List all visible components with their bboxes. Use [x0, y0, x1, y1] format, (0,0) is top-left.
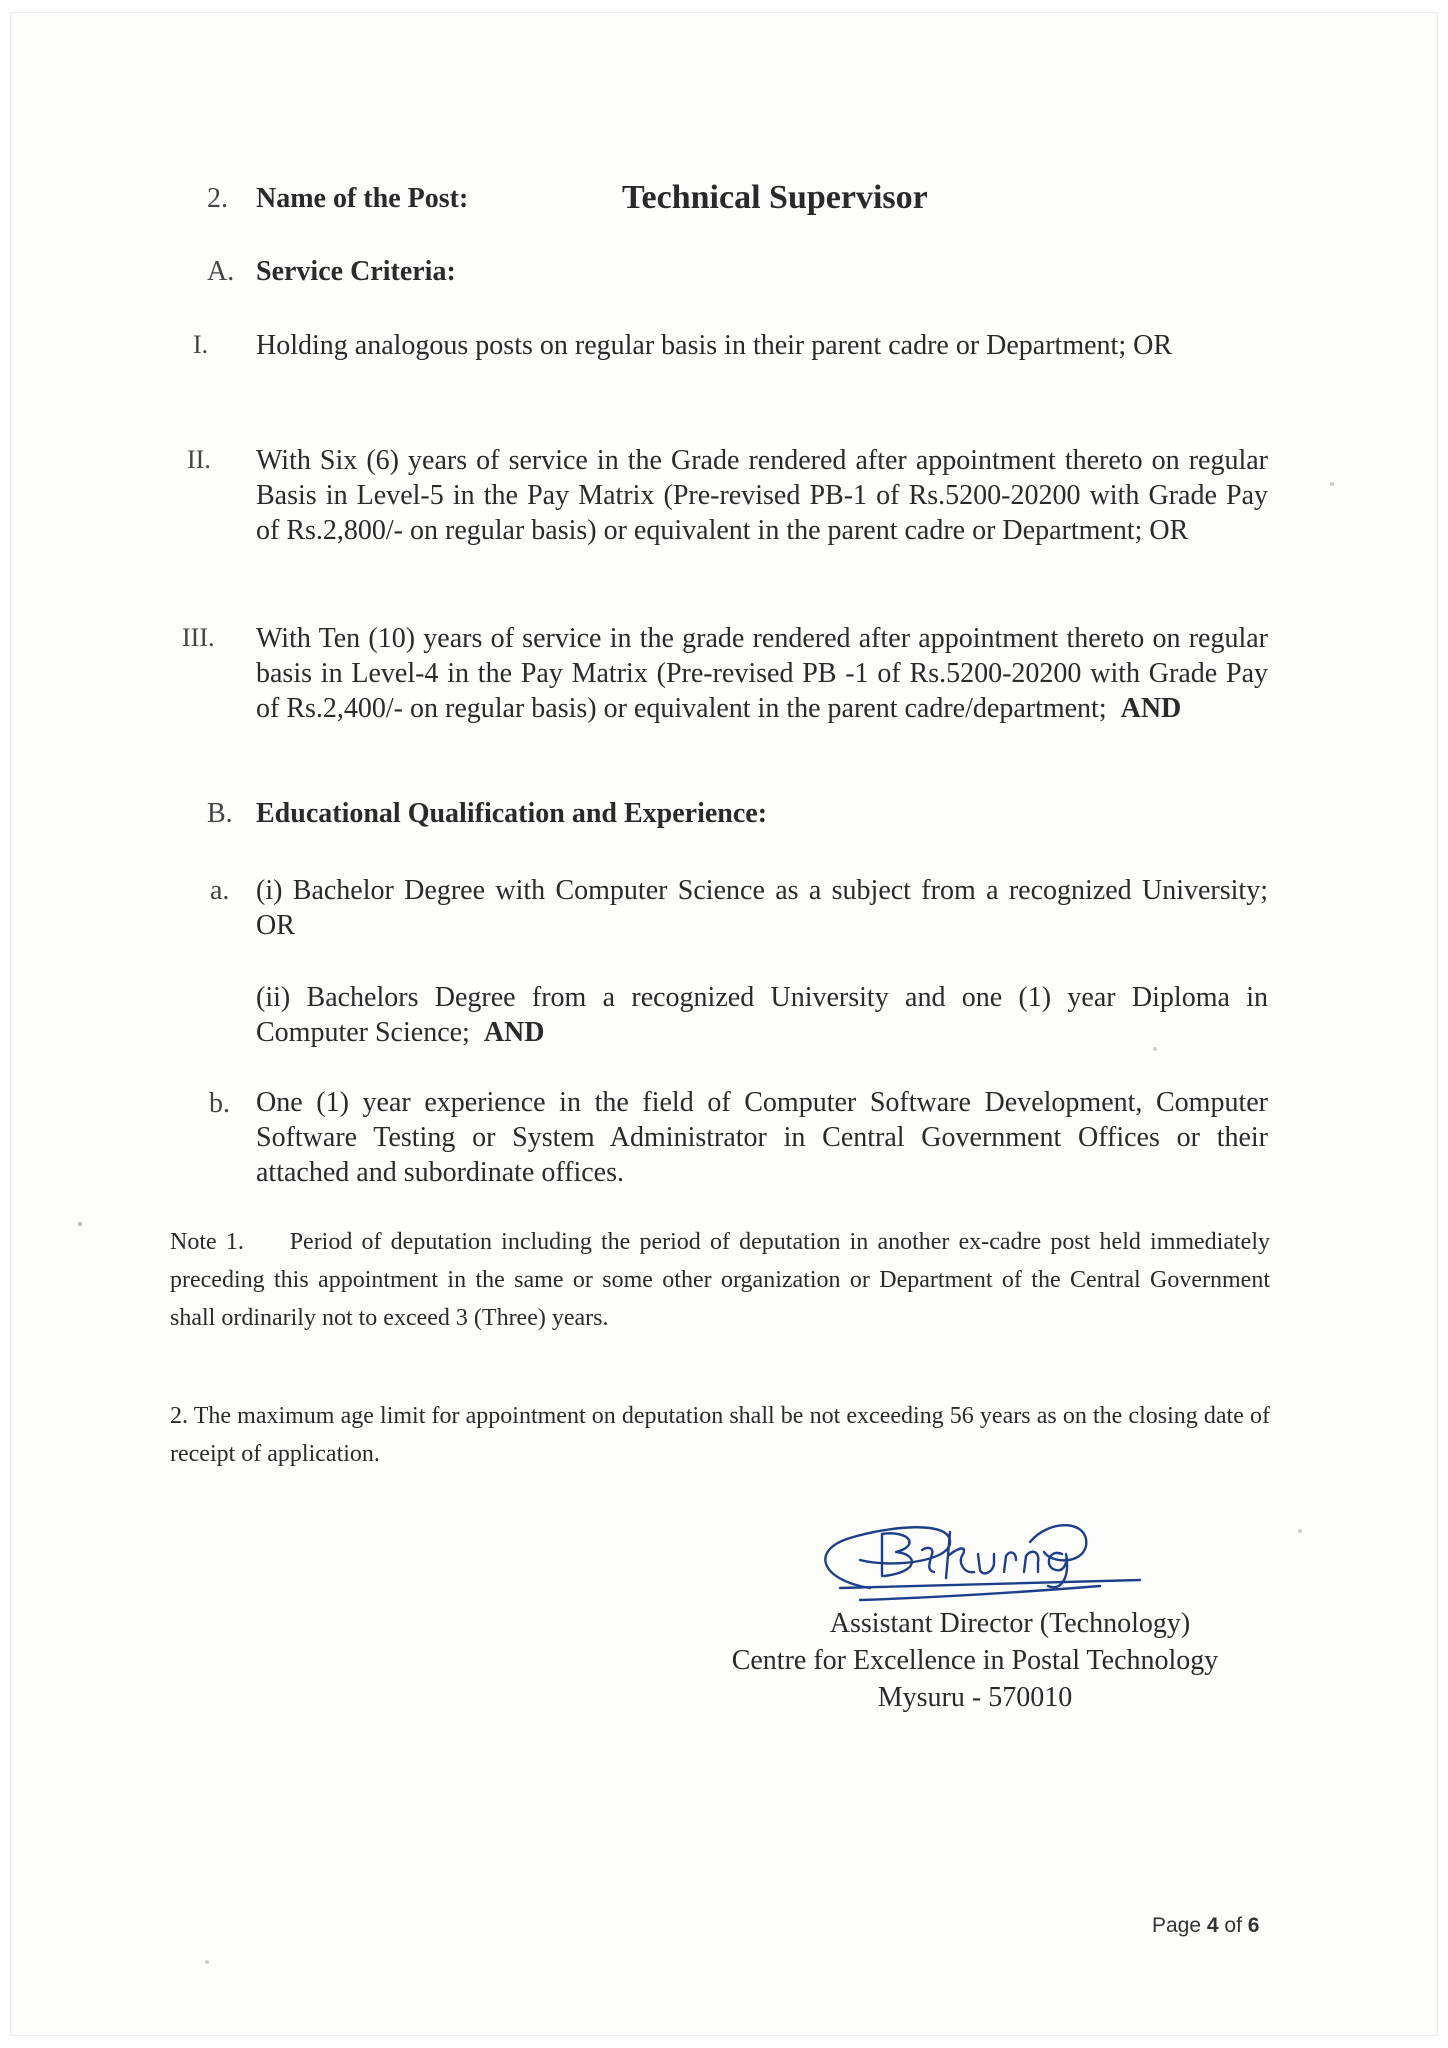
note-1-label: Note 1.	[170, 1229, 244, 1255]
handwritten-signature-icon	[800, 1490, 1160, 1610]
qualification-option-2-text: (ii) Bachelors Degree from a recognized University and one (1) year Diploma in Computer Science;	[256, 982, 1268, 1048]
criteria-item-1: Holding analogous posts on regular basis in their parent cadre or Department; OR	[256, 330, 1172, 361]
criteria-numeral-2: II.	[187, 445, 211, 474]
qualification-option-2	[256, 980, 1268, 1050]
note-1	[170, 1223, 1270, 1337]
page-current: 4	[1206, 1914, 1219, 1937]
section-a-heading: Service Criteria:	[256, 256, 456, 287]
qualification-option-2-and: AND	[483, 1017, 545, 1048]
scan-speck	[1330, 482, 1334, 486]
signatory-organization: Centre for Excellence in Postal Technology	[731, 1645, 1219, 1676]
signatory-designation: Assistant Director (Technology)	[829, 1608, 1191, 1639]
qualification-letter-b: b.	[209, 1088, 230, 1119]
qualification-letter-a: a.	[210, 875, 230, 906]
section-a-letter: A.	[207, 256, 235, 287]
post-label: Name of the Post:	[256, 183, 469, 214]
scan-speck	[1298, 1529, 1302, 1533]
signatory-location: Mysuru - 570010	[877, 1682, 1073, 1713]
criteria-item-3	[256, 621, 1268, 726]
criteria-item-2: With Six (6) years of service in the Grade rendered after appointment thereto on regular Basis in Level-5 in the Pay Matrix (Pre-revised PB-1 of Rs.5200-20200 with Grade Pay of Rs.2,800/- on regular basis) or equivalent in the parent cadre or Department; OR	[256, 445, 1268, 546]
page-of: of	[1224, 1914, 1242, 1937]
post-number: 2.	[207, 183, 228, 214]
note-1-text: Period of deputation including the period of deputation in another ex-cadre post held immediately preceding this appointment in the same or some other organization or Department of the Central Government shall ordinarily not to exceed 3 (Three) years.	[170, 1229, 1270, 1331]
note-2: 2. The maximum age limit for appointment on deputation shall be not exceeding 56 years as on the closing date of receipt of application.	[170, 1403, 1270, 1467]
post-title: Technical Supervisor	[622, 179, 928, 216]
section-b-letter: B.	[207, 798, 233, 829]
page-prefix: Page	[1152, 1914, 1202, 1937]
criteria-numeral-1: I.	[193, 330, 209, 359]
criteria-item-3-and: AND	[1120, 693, 1182, 724]
qualification-option-1: (i) Bachelor Degree with Computer Science as a subject from a recognized University; OR	[256, 875, 1268, 941]
criteria-item-3-text: With Ten (10) years of service in the grade rendered after appointment thereto on regular basis in Level-4 in the Pay Matrix (Pre-revised PB -1 of Rs.5200-20200 with Grade Pay of Rs.2,400/- on regular basis) or equivalent in the parent cadre/department;	[256, 623, 1268, 724]
section-b-heading: Educational Qualification and Experience:	[256, 798, 768, 829]
qualification-experience: One (1) year experience in the field of Computer Software Development, Computer Software Testing or System Administrator in Central Government Offices or their attached and subordinate offices.	[256, 1087, 1268, 1188]
criteria-numeral-3: III.	[182, 623, 215, 652]
page-total: 6	[1247, 1914, 1260, 1937]
scan-speck	[205, 1960, 209, 1964]
scan-speck	[78, 1222, 82, 1226]
scan-speck	[1153, 1047, 1157, 1051]
page-number	[1152, 1914, 1259, 1938]
document-page	[10, 12, 1438, 2036]
